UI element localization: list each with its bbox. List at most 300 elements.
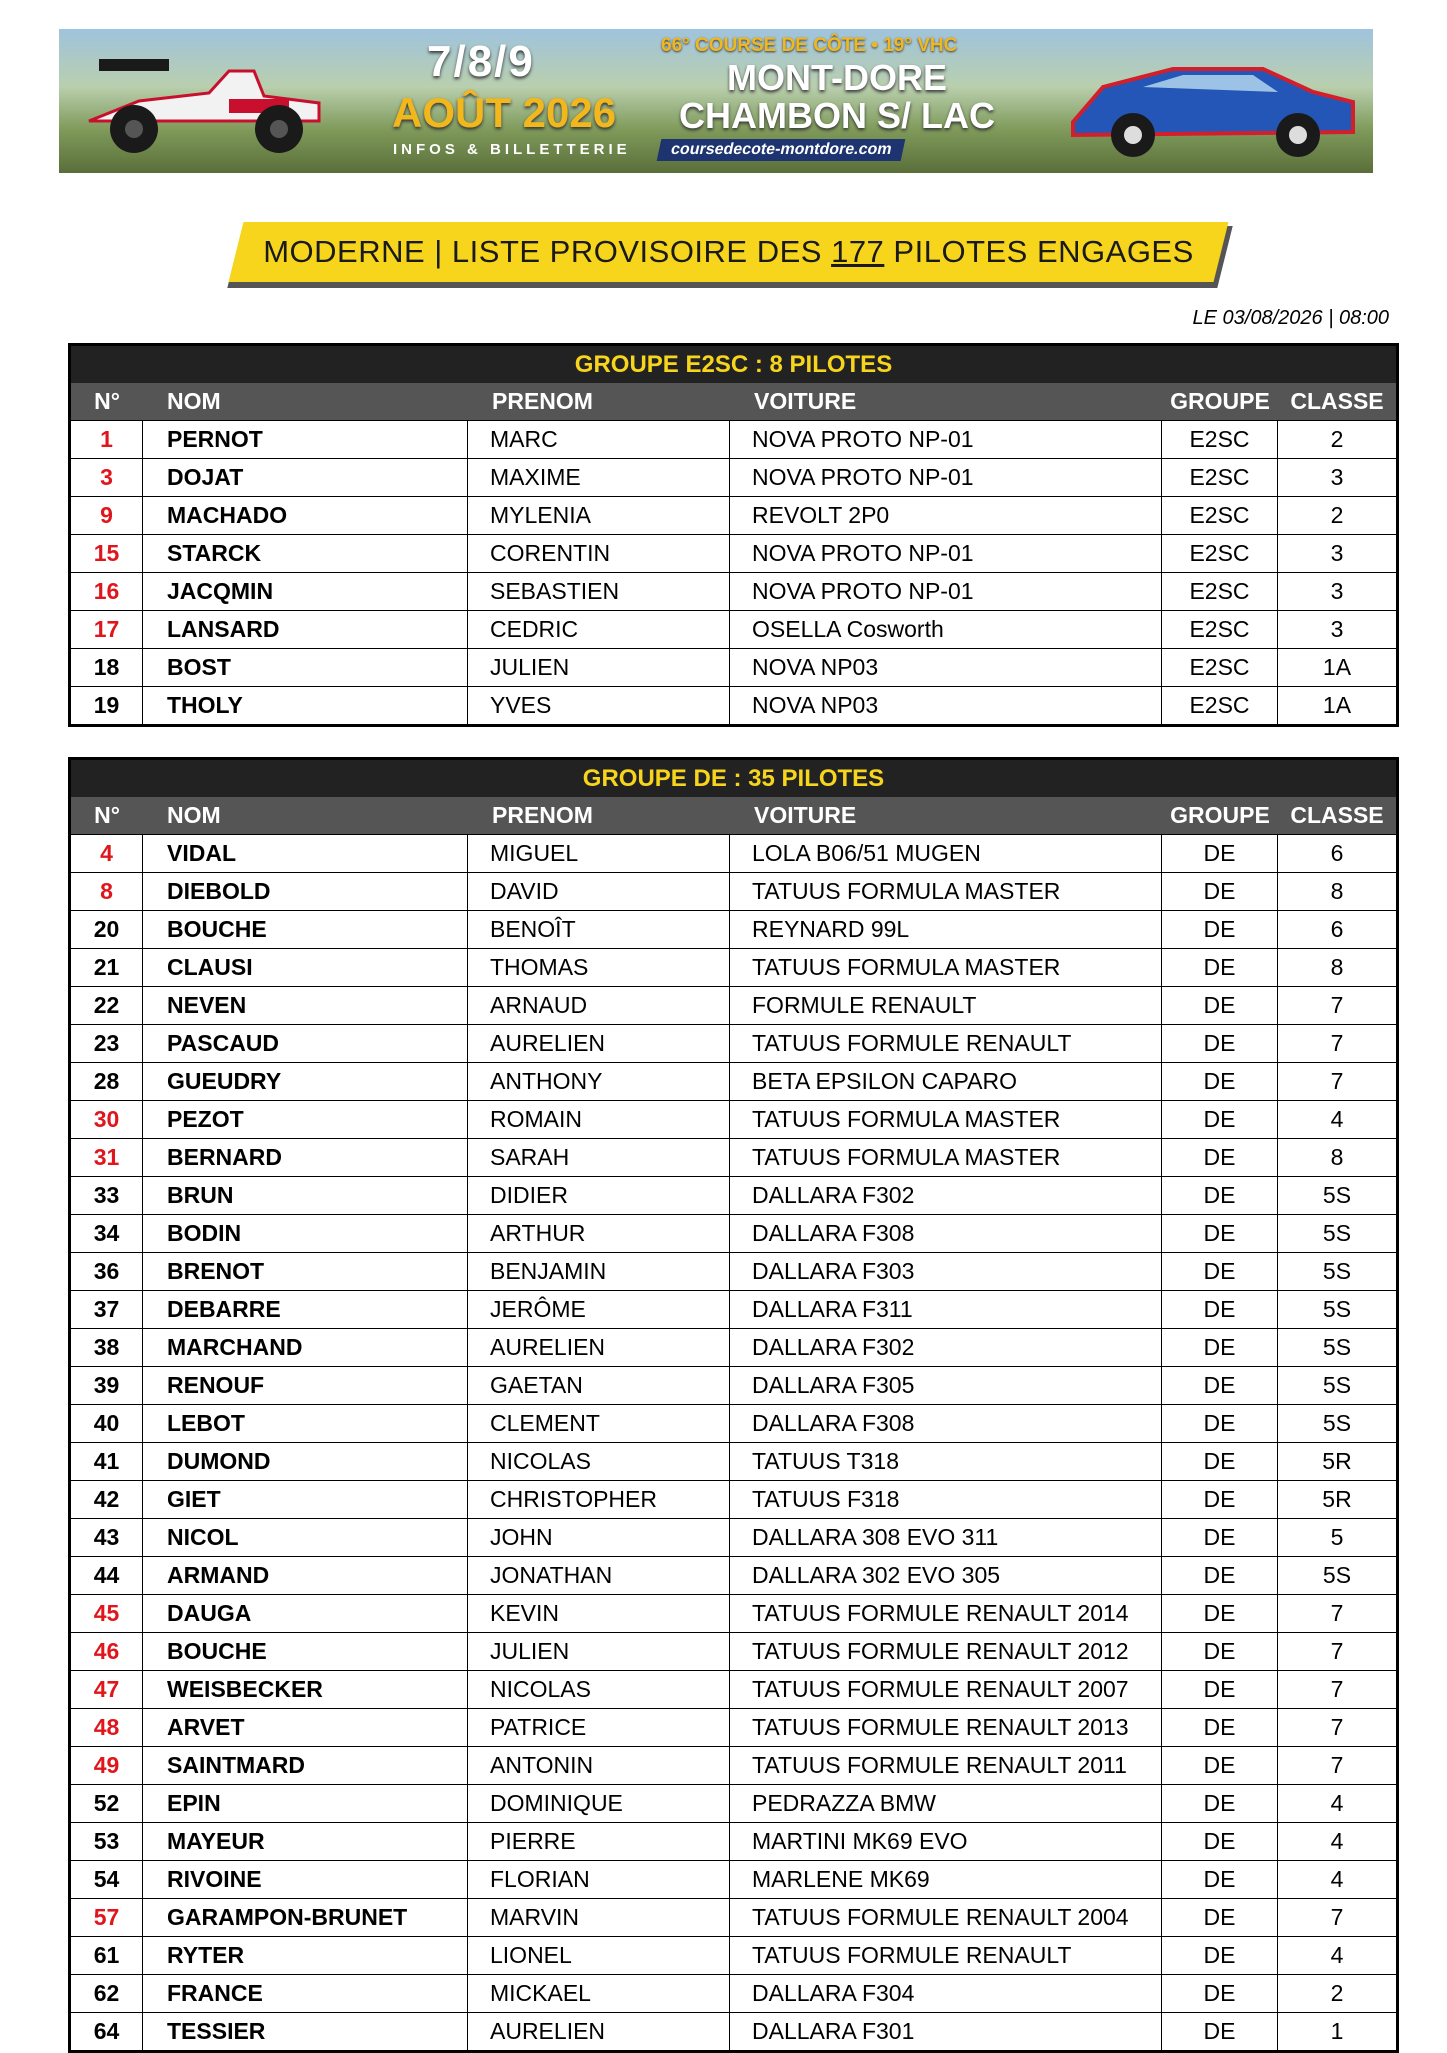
pilot-first-name: MAXIME <box>468 459 730 496</box>
car-model: TATUUS FORMULE RENAULT 2004 <box>730 1899 1162 1936</box>
car-model: NOVA PROTO NP-01 <box>730 421 1162 458</box>
car-class: 3 <box>1330 578 1344 604</box>
car-model: TATUUS FORMULE RENAULT <box>730 1025 1162 1062</box>
pilot-number: 1 <box>71 421 143 458</box>
table-row <box>71 1252 1396 1290</box>
car-model: DALLARA 308 EVO 311 <box>730 1519 1162 1556</box>
car-group: DE <box>1162 1519 1278 1556</box>
car-class: 1 <box>1330 2018 1344 2044</box>
car-model: MARLENE MK69 <box>730 1861 1162 1898</box>
car-class: 7 <box>1330 1904 1344 1930</box>
car-class: 4 <box>1330 1942 1344 1968</box>
header-prenom: PRENOM <box>492 802 593 828</box>
table-row <box>71 986 1396 1024</box>
pilot-last-name: MACHADO <box>143 497 468 534</box>
title-suffix: PILOTES ENGAGES <box>884 234 1194 269</box>
pilot-number: 8 <box>71 873 143 910</box>
car-model: PEDRAZZA BMW <box>730 1785 1162 1822</box>
pilot-first-name: JULIEN <box>468 1633 730 1670</box>
car-group: E2SC <box>1162 497 1278 534</box>
car-model: DALLARA F308 <box>730 1215 1162 1252</box>
table-row <box>71 1784 1396 1822</box>
pilot-last-name: PERNOT <box>143 421 468 458</box>
car-model: DALLARA 302 EVO 305 <box>730 1557 1162 1594</box>
pilot-number: 57 <box>71 1899 143 1936</box>
car-model: TATUUS FORMULA MASTER <box>730 949 1162 986</box>
car-group: DE <box>1162 1709 1278 1746</box>
pilot-last-name: JACQMIN <box>143 573 468 610</box>
table-row <box>71 1290 1396 1328</box>
header-groupe: GROUPE <box>1170 802 1270 828</box>
group-table-e2sc <box>68 343 1399 727</box>
table-row <box>71 420 1396 458</box>
car-group: E2SC <box>1162 459 1278 496</box>
table-row <box>71 572 1396 610</box>
car-class: 4 <box>1330 1866 1344 1892</box>
pilot-first-name: CORENTIN <box>468 535 730 572</box>
table-row <box>71 1138 1396 1176</box>
car-group: DE <box>1162 1861 1278 1898</box>
header-classe: CLASSE <box>1290 802 1384 828</box>
pilot-first-name: NICOLAS <box>468 1443 730 1480</box>
car-group: E2SC <box>1162 687 1278 724</box>
pilot-number: 18 <box>71 649 143 686</box>
title-prefix: MODERNE | LISTE PROVISOIRE DES <box>263 234 832 269</box>
car-group: DE <box>1162 1253 1278 1290</box>
car-class: 6 <box>1330 916 1344 942</box>
car-group: DE <box>1162 911 1278 948</box>
pilot-last-name: DAUGA <box>143 1595 468 1632</box>
car-model: NOVA NP03 <box>730 687 1162 724</box>
car-model: DALLARA F305 <box>730 1367 1162 1404</box>
car-model: DALLARA F302 <box>730 1177 1162 1214</box>
pilot-last-name: CLAUSI <box>143 949 468 986</box>
car-group: DE <box>1162 1177 1278 1214</box>
pilot-last-name: DUMOND <box>143 1443 468 1480</box>
pilot-first-name: AURELIEN <box>468 2013 730 2050</box>
car-group: DE <box>1162 1595 1278 1632</box>
pilot-number: 64 <box>71 2013 143 2050</box>
pilot-first-name: DIDIER <box>468 1177 730 1214</box>
table-row <box>71 1480 1396 1518</box>
table-row <box>71 1556 1396 1594</box>
pilot-first-name: PIERRE <box>468 1823 730 1860</box>
car-class: 7 <box>1330 1714 1344 1740</box>
pilot-first-name: MICKAEL <box>468 1975 730 2012</box>
car-group: E2SC <box>1162 611 1278 648</box>
pilot-number: 15 <box>71 535 143 572</box>
table-row <box>71 1404 1396 1442</box>
car-model: TATUUS FORMULE RENAULT 2012 <box>730 1633 1162 1670</box>
event-banner <box>59 29 1373 173</box>
pilot-last-name: DIEBOLD <box>143 873 468 910</box>
table-row <box>71 1670 1396 1708</box>
header-voiture: VOITURE <box>754 388 857 414</box>
table-row <box>71 1024 1396 1062</box>
car-class: 1A <box>1322 692 1352 718</box>
car-class: 3 <box>1330 464 1344 490</box>
pilot-last-name: SAINTMARD <box>143 1747 468 1784</box>
car-class: 5S <box>1322 1296 1352 1322</box>
car-group: DE <box>1162 1975 1278 2012</box>
pilot-last-name: PASCAUD <box>143 1025 468 1062</box>
pilot-number: 46 <box>71 1633 143 1670</box>
pilot-number: 44 <box>71 1557 143 1594</box>
table-row <box>71 910 1396 948</box>
pilot-first-name: KEVIN <box>468 1595 730 1632</box>
pilot-last-name: RYTER <box>143 1937 468 1974</box>
event-venue <box>679 59 995 135</box>
pilot-first-name: NICOLAS <box>468 1671 730 1708</box>
pilot-number: 31 <box>71 1139 143 1176</box>
car-class: 5S <box>1322 1562 1352 1588</box>
pilot-number: 37 <box>71 1291 143 1328</box>
pilot-first-name: DOMINIQUE <box>468 1785 730 1822</box>
car-class: 1A <box>1322 654 1352 680</box>
car-class: 8 <box>1330 954 1344 980</box>
pilot-first-name: MYLENIA <box>468 497 730 534</box>
car-class: 5S <box>1322 1182 1352 1208</box>
car-group: DE <box>1162 1443 1278 1480</box>
pilot-first-name: BENOÎT <box>468 911 730 948</box>
table-row <box>71 1594 1396 1632</box>
header-nom: NOM <box>167 802 221 828</box>
car-class: 7 <box>1330 1068 1344 1094</box>
pilot-number: 39 <box>71 1367 143 1404</box>
car-class: 7 <box>1330 1676 1344 1702</box>
car-class: 8 <box>1330 1144 1344 1170</box>
pilot-last-name: NEVEN <box>143 987 468 1024</box>
car-group: E2SC <box>1162 421 1278 458</box>
car-group: DE <box>1162 987 1278 1024</box>
pilot-last-name: GIET <box>143 1481 468 1518</box>
car-group: DE <box>1162 1063 1278 1100</box>
car-group: DE <box>1162 1747 1278 1784</box>
pilot-number: 62 <box>71 1975 143 2012</box>
car-group: DE <box>1162 1329 1278 1366</box>
car-model: TATUUS FORMULA MASTER <box>730 873 1162 910</box>
table-row <box>71 834 1396 872</box>
table-row <box>71 1936 1396 1974</box>
pilot-number: 52 <box>71 1785 143 1822</box>
table-row <box>71 1366 1396 1404</box>
car-model: TATUUS F318 <box>730 1481 1162 1518</box>
car-group: E2SC <box>1162 573 1278 610</box>
pilot-number: 28 <box>71 1063 143 1100</box>
car-group: DE <box>1162 1367 1278 1404</box>
car-class: 4 <box>1330 1106 1344 1132</box>
car-group: DE <box>1162 1101 1278 1138</box>
pilot-number: 23 <box>71 1025 143 1062</box>
car-group: DE <box>1162 1215 1278 1252</box>
table-row <box>71 1442 1396 1480</box>
pilot-first-name: AURELIEN <box>468 1329 730 1366</box>
pilot-last-name: RENOUF <box>143 1367 468 1404</box>
car-group: DE <box>1162 1405 1278 1442</box>
pilot-number: 4 <box>71 835 143 872</box>
car-group: DE <box>1162 1291 1278 1328</box>
venue-line-1: MONT-DORE <box>726 57 947 98</box>
pilot-last-name: EPIN <box>143 1785 468 1822</box>
car-model: TATUUS FORMULE RENAULT 2013 <box>730 1709 1162 1746</box>
group-title: GROUPE DE : 35 PILOTES <box>71 760 1396 797</box>
car-model: LOLA B06/51 MUGEN <box>730 835 1162 872</box>
pilot-number: 33 <box>71 1177 143 1214</box>
pilot-first-name: DAVID <box>468 873 730 910</box>
pilot-last-name: THOLY <box>143 687 468 724</box>
table-row <box>71 496 1396 534</box>
venue-line-2: CHAMBON S/ LAC <box>679 95 995 136</box>
header-classe: CLASSE <box>1290 388 1384 414</box>
table-row <box>71 648 1396 686</box>
car-class: 8 <box>1330 878 1344 904</box>
pilot-number: 43 <box>71 1519 143 1556</box>
pilot-number: 3 <box>71 459 143 496</box>
car-model: DALLARA F308 <box>730 1405 1162 1442</box>
car-group: DE <box>1162 2013 1278 2050</box>
pilot-first-name: SEBASTIEN <box>468 573 730 610</box>
header-no: N° <box>94 802 120 828</box>
pilot-number: 47 <box>71 1671 143 1708</box>
pilot-number: 19 <box>71 687 143 724</box>
pilot-number: 21 <box>71 949 143 986</box>
pilot-last-name: BRUN <box>143 1177 468 1214</box>
pilot-first-name: LIONEL <box>468 1937 730 1974</box>
pilot-number: 61 <box>71 1937 143 1974</box>
car-class: 7 <box>1330 1752 1344 1778</box>
car-group: DE <box>1162 1785 1278 1822</box>
car-group: DE <box>1162 1937 1278 1974</box>
car-group: DE <box>1162 1671 1278 1708</box>
table-row <box>71 1898 1396 1936</box>
table-row <box>71 2012 1396 2050</box>
pilot-last-name: STARCK <box>143 535 468 572</box>
pilot-last-name: PEZOT <box>143 1101 468 1138</box>
car-class: 5S <box>1322 1410 1352 1436</box>
car-model: TATUUS FORMULE RENAULT 2007 <box>730 1671 1162 1708</box>
car-class: 2 <box>1330 426 1344 452</box>
car-class: 5R <box>1322 1486 1352 1512</box>
pilot-first-name: CHRISTOPHER <box>468 1481 730 1518</box>
pilot-last-name: RIVOINE <box>143 1861 468 1898</box>
pilot-first-name: SARAH <box>468 1139 730 1176</box>
table-header-row <box>71 797 1396 834</box>
pilot-first-name: MIGUEL <box>468 835 730 872</box>
car-model: NOVA PROTO NP-01 <box>730 573 1162 610</box>
group-title: GROUPE E2SC : 8 PILOTES <box>71 346 1396 383</box>
pilot-number: 34 <box>71 1215 143 1252</box>
pilot-last-name: BOUCHE <box>143 1633 468 1670</box>
car-model: DALLARA F311 <box>730 1291 1162 1328</box>
pilot-last-name: LANSARD <box>143 611 468 648</box>
table-row <box>71 610 1396 648</box>
update-timestamp: LE 03/08/2026 | 08:00 <box>1192 307 1389 329</box>
car-model: NOVA PROTO NP-01 <box>730 459 1162 496</box>
car-model: FORMULE RENAULT <box>730 987 1162 1024</box>
car-class: 6 <box>1330 840 1344 866</box>
pilot-last-name: BOST <box>143 649 468 686</box>
pilot-first-name: YVES <box>468 687 730 724</box>
pilot-last-name: BOUCHE <box>143 911 468 948</box>
table-row <box>71 1062 1396 1100</box>
pilot-number: 16 <box>71 573 143 610</box>
car-class: 7 <box>1330 1638 1344 1664</box>
table-row <box>71 872 1396 910</box>
car-model: NOVA PROTO NP-01 <box>730 535 1162 572</box>
event-website-link[interactable]: coursedecote-montdore.com <box>657 139 906 161</box>
pilot-last-name: DOJAT <box>143 459 468 496</box>
table-row <box>71 1176 1396 1214</box>
pilot-last-name: GARAMPON-BRUNET <box>143 1899 468 1936</box>
car-class: 5R <box>1322 1448 1352 1474</box>
car-group: DE <box>1162 1557 1278 1594</box>
rally-car-image <box>1063 47 1363 162</box>
header-groupe: GROUPE <box>1170 388 1270 414</box>
car-class: 5S <box>1322 1372 1352 1398</box>
pilot-number: 41 <box>71 1443 143 1480</box>
pilot-first-name: CEDRIC <box>468 611 730 648</box>
title-count: 177 <box>831 234 885 269</box>
car-model: DALLARA F302 <box>730 1329 1162 1366</box>
car-model: NOVA NP03 <box>730 649 1162 686</box>
car-model: TATUUS FORMULE RENAULT <box>730 1937 1162 1974</box>
pilot-first-name: ROMAIN <box>468 1101 730 1138</box>
car-class: 7 <box>1330 1030 1344 1056</box>
pilot-number: 20 <box>71 911 143 948</box>
pilot-first-name: JULIEN <box>468 649 730 686</box>
event-edition: 66° COURSE DE CÔTE • 19° VHC <box>661 35 958 56</box>
pilot-first-name: FLORIAN <box>468 1861 730 1898</box>
table-row <box>71 1860 1396 1898</box>
car-group: DE <box>1162 1823 1278 1860</box>
formula-car-image <box>79 41 329 161</box>
pilot-first-name: BENJAMIN <box>468 1253 730 1290</box>
pilot-number: 9 <box>71 497 143 534</box>
car-class: 3 <box>1330 616 1344 642</box>
pilot-number: 48 <box>71 1709 143 1746</box>
car-model: DALLARA F304 <box>730 1975 1162 2012</box>
car-group: DE <box>1162 873 1278 910</box>
pilot-first-name: THOMAS <box>468 949 730 986</box>
pilot-number: 49 <box>71 1747 143 1784</box>
table-row <box>71 1746 1396 1784</box>
pilot-last-name: ARVET <box>143 1709 468 1746</box>
car-model: DALLARA F301 <box>730 2013 1162 2050</box>
pilot-number: 38 <box>71 1329 143 1366</box>
car-model: REYNARD 99L <box>730 911 1162 948</box>
pilot-first-name: CLEMENT <box>468 1405 730 1442</box>
car-group: DE <box>1162 835 1278 872</box>
car-class: 7 <box>1330 992 1344 1018</box>
table-header-row <box>71 383 1396 420</box>
car-class: 5 <box>1330 1524 1344 1550</box>
table-row <box>71 948 1396 986</box>
pilot-number: 53 <box>71 1823 143 1860</box>
event-dates: 7/8/9 <box>427 37 535 86</box>
car-group: DE <box>1162 1025 1278 1062</box>
pilot-last-name: TESSIER <box>143 2013 468 2050</box>
car-class: 3 <box>1330 540 1344 566</box>
car-model: BETA EPSILON CAPARO <box>730 1063 1162 1100</box>
page-title <box>236 222 1221 282</box>
car-model: TATUUS FORMULA MASTER <box>730 1139 1162 1176</box>
car-class: 5S <box>1322 1258 1352 1284</box>
car-model: REVOLT 2P0 <box>730 497 1162 534</box>
pilot-number: 30 <box>71 1101 143 1138</box>
car-group: E2SC <box>1162 649 1278 686</box>
pilot-first-name: GAETAN <box>468 1367 730 1404</box>
car-group: DE <box>1162 1139 1278 1176</box>
pilot-last-name: WEISBECKER <box>143 1671 468 1708</box>
pilot-number: 22 <box>71 987 143 1024</box>
car-class: 5S <box>1322 1220 1352 1246</box>
car-group: E2SC <box>1162 535 1278 572</box>
table-row <box>71 1518 1396 1556</box>
group-table-de <box>68 757 1399 2053</box>
pilot-first-name: ANTONIN <box>468 1747 730 1784</box>
pilot-first-name: JONATHAN <box>468 1557 730 1594</box>
pilot-first-name: PATRICE <box>468 1709 730 1746</box>
table-row <box>71 534 1396 572</box>
car-model: TATUUS FORMULE RENAULT 2011 <box>730 1747 1162 1784</box>
car-class: 7 <box>1330 1600 1344 1626</box>
header-nom: NOM <box>167 388 221 414</box>
car-model: DALLARA F303 <box>730 1253 1162 1290</box>
pilot-number: 40 <box>71 1405 143 1442</box>
car-class: 4 <box>1330 1828 1344 1854</box>
table-row <box>71 1214 1396 1252</box>
pilot-last-name: GUEUDRY <box>143 1063 468 1100</box>
car-model: TATUUS FORMULE RENAULT 2014 <box>730 1595 1162 1632</box>
pilot-last-name: MAYEUR <box>143 1823 468 1860</box>
pilot-first-name: ARTHUR <box>468 1215 730 1252</box>
table-row <box>71 1632 1396 1670</box>
car-class: 4 <box>1330 1790 1344 1816</box>
table-row <box>71 1822 1396 1860</box>
table-row <box>71 458 1396 496</box>
table-row <box>71 1974 1396 2012</box>
car-class: 5S <box>1322 1334 1352 1360</box>
car-model: TATUUS T318 <box>730 1443 1162 1480</box>
pilot-first-name: AURELIEN <box>468 1025 730 1062</box>
pilot-number: 54 <box>71 1861 143 1898</box>
car-group: DE <box>1162 1633 1278 1670</box>
pilot-first-name: MARC <box>468 421 730 458</box>
pilot-first-name: ANTHONY <box>468 1063 730 1100</box>
pilot-first-name: JOHN <box>468 1519 730 1556</box>
pilot-first-name: MARVIN <box>468 1899 730 1936</box>
car-group: DE <box>1162 949 1278 986</box>
pilot-last-name: DEBARRE <box>143 1291 468 1328</box>
pilot-number: 17 <box>71 611 143 648</box>
pilot-number: 45 <box>71 1595 143 1632</box>
car-class: 2 <box>1330 1980 1344 2006</box>
car-model: TATUUS FORMULA MASTER <box>730 1101 1162 1138</box>
table-row <box>71 1328 1396 1366</box>
pilot-first-name: ARNAUD <box>468 987 730 1024</box>
pilot-last-name: LEBOT <box>143 1405 468 1442</box>
pilot-last-name: BRENOT <box>143 1253 468 1290</box>
car-model: OSELLA Cosworth <box>730 611 1162 648</box>
car-group: DE <box>1162 1899 1278 1936</box>
header-no: N° <box>94 388 120 414</box>
header-prenom: PRENOM <box>492 388 593 414</box>
table-row <box>71 1708 1396 1746</box>
pilot-last-name: NICOL <box>143 1519 468 1556</box>
pilot-last-name: BERNARD <box>143 1139 468 1176</box>
pilot-last-name: BODIN <box>143 1215 468 1252</box>
pilot-last-name: ARMAND <box>143 1557 468 1594</box>
